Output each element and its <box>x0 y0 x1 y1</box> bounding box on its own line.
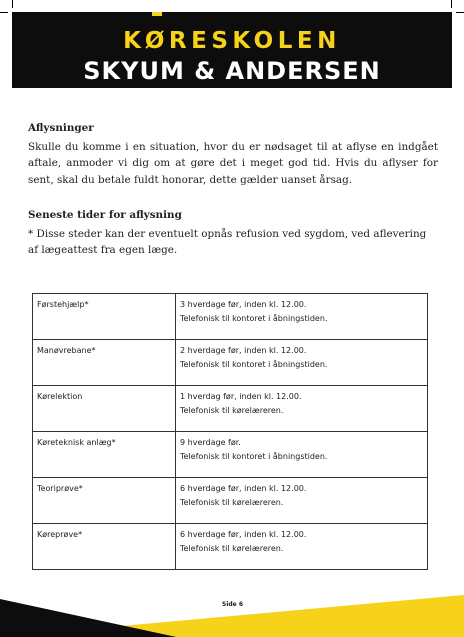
page-content <box>28 120 438 259</box>
crop-mark-top-right-v <box>451 0 452 8</box>
deadline-text: 9 hverdage før. <box>180 438 241 447</box>
deadline-text: 1 hverdag før, inden kl. 12.00. <box>180 392 302 401</box>
section-heading-deadlines: Seneste tider for aflysning <box>28 209 182 221</box>
table-row <box>33 432 428 478</box>
deadline-cell <box>176 478 428 524</box>
deadline-cell <box>176 386 428 432</box>
contact-method-text: Telefonisk til kontoret i åbningstiden. <box>180 360 328 369</box>
contact-method-text: Telefonisk til kørelæreren. <box>180 544 284 553</box>
header-accent-stripe <box>152 12 162 16</box>
activity-cell: Manøvrebane* <box>33 340 176 386</box>
brand-title-line1: KØRESKOLEN <box>123 28 341 54</box>
contact-method-text: Telefonisk til kontoret i åbningstiden. <box>180 452 328 461</box>
crop-mark-top-right-h <box>456 12 464 13</box>
brand-title-line2: SKYUM & ANDERSEN <box>83 57 381 85</box>
contact-method-text: Telefonisk til kontoret i åbningstiden. <box>180 314 328 323</box>
activity-cell: Køreteknisk anlæg* <box>33 432 176 478</box>
deadline-cell <box>176 340 428 386</box>
table-row <box>33 524 428 570</box>
table-row <box>33 478 428 524</box>
deadline-text: 3 hverdage før, inden kl. 12.00. <box>180 300 307 309</box>
activity-cell: Kørelektion <box>33 386 176 432</box>
cancellation-policy-text: Skulle du komme i en situation, hvor du er nødsaget til at aflyse en indgået aftale, anmoder vi dig om at gøre det i meget god tid. Hvis du aflyser for sent, skal du betale fuldt honorar, dette gælder uanset årsag. <box>28 140 438 186</box>
activity-cell: Køreprøve* <box>33 524 176 570</box>
cancellation-deadlines-table <box>32 293 428 570</box>
crop-mark-top-left-h <box>0 12 8 13</box>
activity-cell: Teoriprøve* <box>33 478 176 524</box>
deadline-text: 6 hverdage før, inden kl. 12.00. <box>180 484 307 493</box>
deadline-text: 6 hverdage før, inden kl. 12.00. <box>180 530 307 539</box>
deadline-cell <box>176 432 428 478</box>
table-row <box>33 294 428 340</box>
refund-note-text: * Disse steder kan der eventuelt opnås refusion ved sygdom, ved aflevering af lægeattest fra egen læge. <box>28 227 427 256</box>
header-banner <box>12 12 452 88</box>
activity-cell: Førstehjælp* <box>33 294 176 340</box>
table-row <box>33 386 428 432</box>
crop-mark-top-left-v <box>12 0 13 8</box>
section-heading-cancellations: Aflysninger <box>28 122 94 134</box>
page-number: Side 6 <box>222 601 244 608</box>
contact-method-text: Telefonisk til kørelæreren. <box>180 498 284 507</box>
table-row <box>33 340 428 386</box>
deadline-cell <box>176 524 428 570</box>
contact-method-text: Telefonisk til kørelæreren. <box>180 406 284 415</box>
deadline-text: 2 hverdage før, inden kl. 12.00. <box>180 346 307 355</box>
deadline-cell <box>176 294 428 340</box>
